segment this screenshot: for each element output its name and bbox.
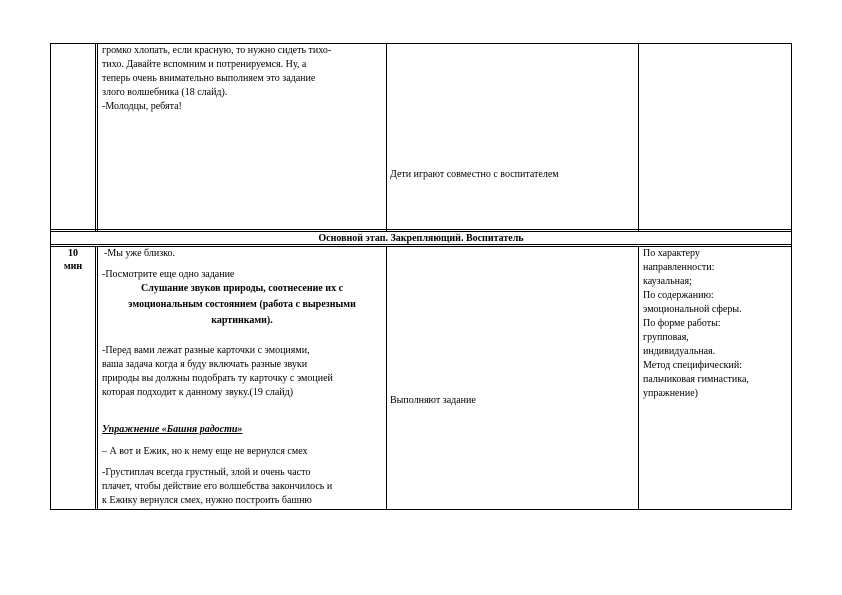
methods-line: Метод специфический: [643, 360, 742, 371]
col-divider-3 [638, 43, 639, 231]
methods-line: По содержанию: [643, 290, 714, 301]
col-divider-1c [95, 246, 96, 510]
methods-line: групповая, [643, 332, 689, 343]
hedgehog-line: – А вот и Ежик, но к нему еще не вернулся смех [102, 446, 308, 457]
col-divider-2 [386, 43, 387, 231]
task-title-line: эмоциональным состоянием (работа с вырезными [128, 299, 356, 310]
table-bottom-border [50, 509, 792, 510]
instruction-line: которая подходит к данному звуку.(19 слайд) [102, 387, 294, 398]
top-content-line: теперь очень внимательно выполняем это задание [102, 73, 316, 84]
methods-line: По форме работы: [643, 318, 721, 329]
methods-line: индивидуальная. [643, 346, 716, 357]
table-left-border [50, 43, 51, 510]
top-content-line: тихо. Давайте вспомним и потренируемся. Ну, а [102, 59, 307, 70]
methods-line: По характеру [643, 248, 700, 259]
main-children-activity: Выполняют задание [390, 395, 476, 406]
instruction-line: природы вы должны подобрать ту карточку с эмоцией [102, 373, 333, 384]
methods-line: каузальная; [643, 276, 692, 287]
top-content-line: злого волшебника (18 слайд). [102, 87, 228, 98]
task-title-line: картинками). [211, 315, 273, 326]
story-line: -Грустиплач всегда грустный, злой и очень часто [102, 467, 311, 478]
top-content-line: -Молодцы, ребята! [102, 101, 182, 112]
content-line: -Мы уже близко. [104, 248, 176, 259]
instruction-line: ваша задача когда я буду включать разные звуки [102, 359, 308, 370]
col-divider-1a [95, 43, 96, 231]
instruction-line: -Перед вами лежат разные карточки с эмоциями, [102, 345, 310, 356]
col-divider-2b [386, 246, 387, 510]
row-divider-1 [50, 229, 792, 230]
time-value: 10 [68, 248, 78, 259]
methods-line: эмоциональной сферы. [643, 304, 742, 315]
methods-line: упражнение) [643, 388, 698, 399]
col-divider-3b [638, 246, 639, 510]
methods-line: пальчиковая гимнастика, [643, 374, 749, 385]
task-title-line: Слушание звуков природы, соотнесение их с [140, 283, 344, 294]
story-line: к Ежику вернулся смех, нужно построить башню [102, 495, 312, 506]
story-line: плачет, чтобы действие его волшебства закончилось и [102, 481, 333, 492]
table-right-border [791, 43, 792, 510]
section-header: Основной этап. Закрепляющий. Воспитатель [318, 233, 524, 244]
methods-line: направленности: [643, 262, 715, 273]
col-divider-1b [97, 43, 98, 231]
exercise-title: Упражнение «Башня радости» [102, 424, 243, 435]
top-children-activity: Дети играют совместно с воспитателем [390, 169, 559, 180]
top-content-line: громко хлопать, если красную, то нужно сидеть тихо- [102, 45, 332, 56]
content-line: -Посмотрите еще одно задание [102, 269, 235, 280]
time-unit: мин [63, 261, 83, 272]
